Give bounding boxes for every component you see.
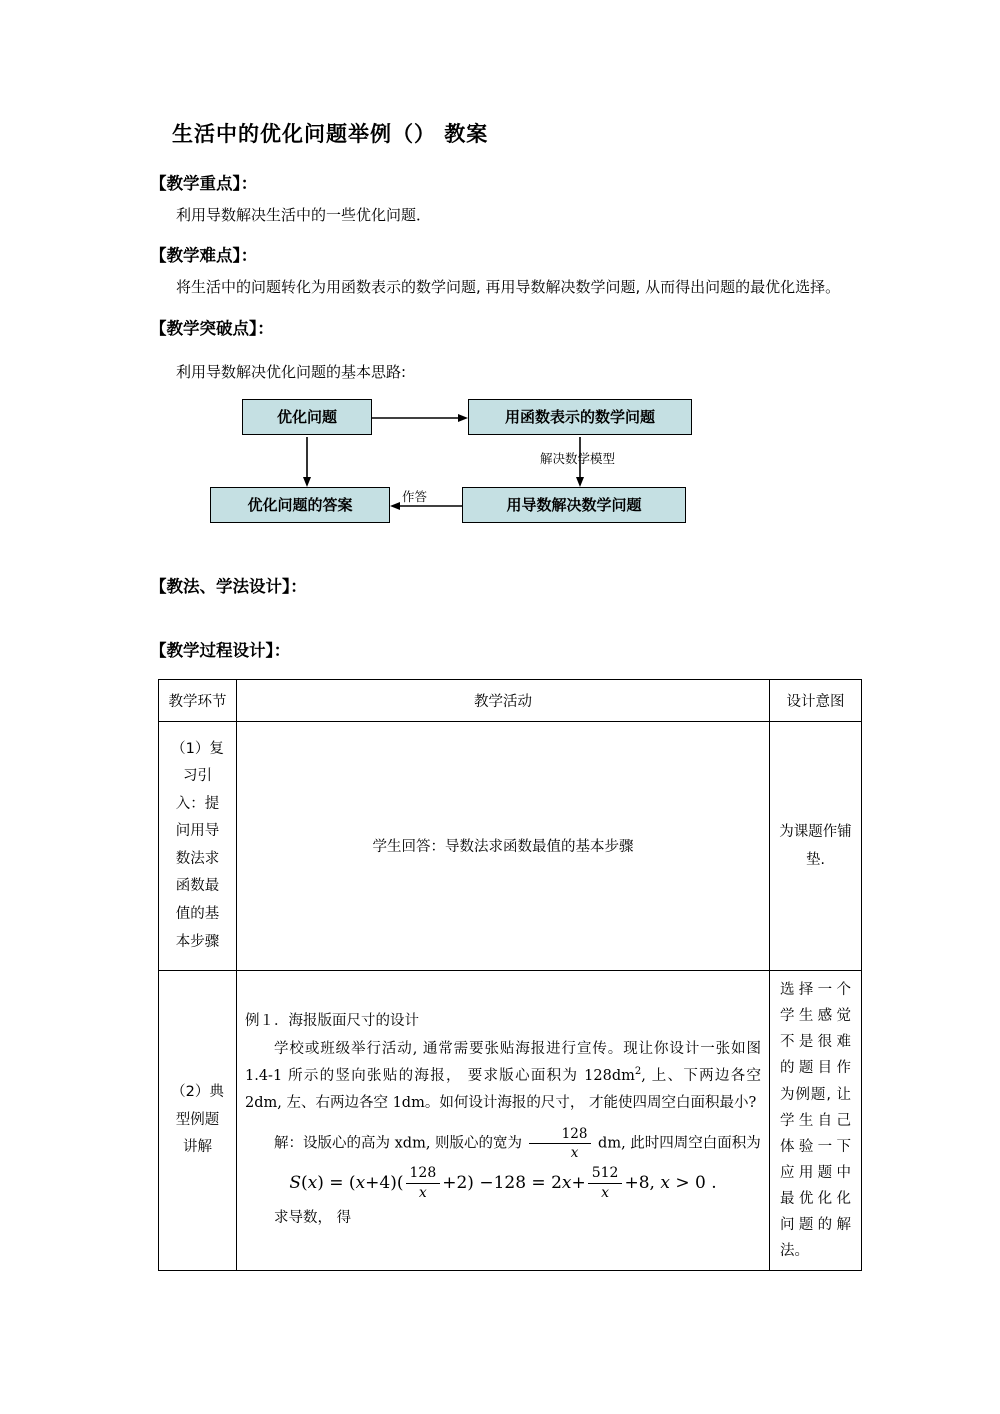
section-heading-key-points: 【教学重点】： bbox=[150, 174, 258, 193]
example-solution-intro: 解：设版心的高为 xdm, 则版心的宽为 $\frac{128}{x}$ dm, 此时四周空白面积为 bbox=[274, 1125, 761, 1161]
table-header-stage: 教学环节 bbox=[159, 679, 237, 721]
flow-diagram bbox=[180, 399, 820, 549]
example-title: 例１．海报版面尺寸的设计 bbox=[245, 1012, 419, 1029]
section-body-breakthrough: 利用导数解决优化问题的基本思路: bbox=[176, 362, 407, 381]
table-row bbox=[159, 721, 862, 970]
section-heading-difficulties: 【教学难点】： bbox=[150, 246, 258, 266]
diagram-label-answer: 作答 bbox=[402, 488, 428, 504]
diagram-node-function-math-problem: 用函数表示的数学问题 bbox=[468, 399, 692, 435]
row2-activity bbox=[237, 971, 770, 1271]
table-header-activity: 教学活动 bbox=[237, 679, 770, 721]
table-header-intent: 设计意图 bbox=[770, 679, 862, 721]
example-description: 学校或班级举行活动, 通常需要张贴海报进行宣传。现让你设计一张如图 1.4-1 所示的竖向张贴的海报， 要求版心面积为 $128dm^2$, 上、下两边各空 2dm, 左、右两边各空 1dm。如何设计海报的尺寸， 才能使四周空白面积最小? bbox=[245, 1041, 761, 1111]
page-title: 生活中的优化问题举例（） 教案 bbox=[172, 122, 489, 146]
section-heading-teaching-method: 【教法、学法设计】： bbox=[150, 576, 307, 596]
section-body-key-points: 利用导数解决生活中的一些优化问题． bbox=[176, 206, 432, 224]
section-heading-breakthrough: 【教学突破点】： bbox=[150, 318, 274, 338]
diagram-label-solve-model: 解决数学模型 bbox=[540, 450, 616, 466]
diagram-node-optimization-problem: 优化问题 bbox=[242, 399, 372, 435]
diagram-node-derivative-solve: 用导数解决数学问题 bbox=[462, 487, 686, 523]
lesson-plan-table bbox=[158, 679, 862, 1271]
document-content bbox=[150, 118, 854, 1271]
table-row bbox=[159, 971, 862, 1271]
spacer bbox=[150, 605, 854, 623]
row1-stage: （1）复习引入：提问用导数法求函数最值的基本步骤 bbox=[159, 721, 237, 970]
example-formula: S(x) = (x+4)( $\frac{128}{x}$ +2) −128 = 2x+ $\frac{512}{x}$ +8, x > 0 . bbox=[289, 1165, 717, 1202]
section-heading-process-design: 【教学过程设计】： bbox=[150, 640, 291, 660]
row1-activity: 学生回答：导数法求函数最值的基本步骤 bbox=[237, 721, 770, 970]
section-body-difficulties: 将生活中的问题转化为用函数表示的数学问题, 再用导数解决数学问题, 从而得出问题的最优化选择。 bbox=[176, 278, 841, 297]
row2-intent: 选择一个学生感觉不是很难的题目作为例题, 让学生自己体验一下应用题中最优化化问题的解法。 bbox=[770, 971, 862, 1271]
row2-stage: （2）典型例题讲解 bbox=[159, 971, 237, 1271]
row1-intent: 为课题作铺垫. bbox=[770, 721, 862, 970]
table-header-row bbox=[159, 679, 862, 721]
diagram-node-answer: 优化问题的答案 bbox=[210, 487, 390, 523]
example-next-step: 求导数， 得 bbox=[274, 1209, 352, 1226]
